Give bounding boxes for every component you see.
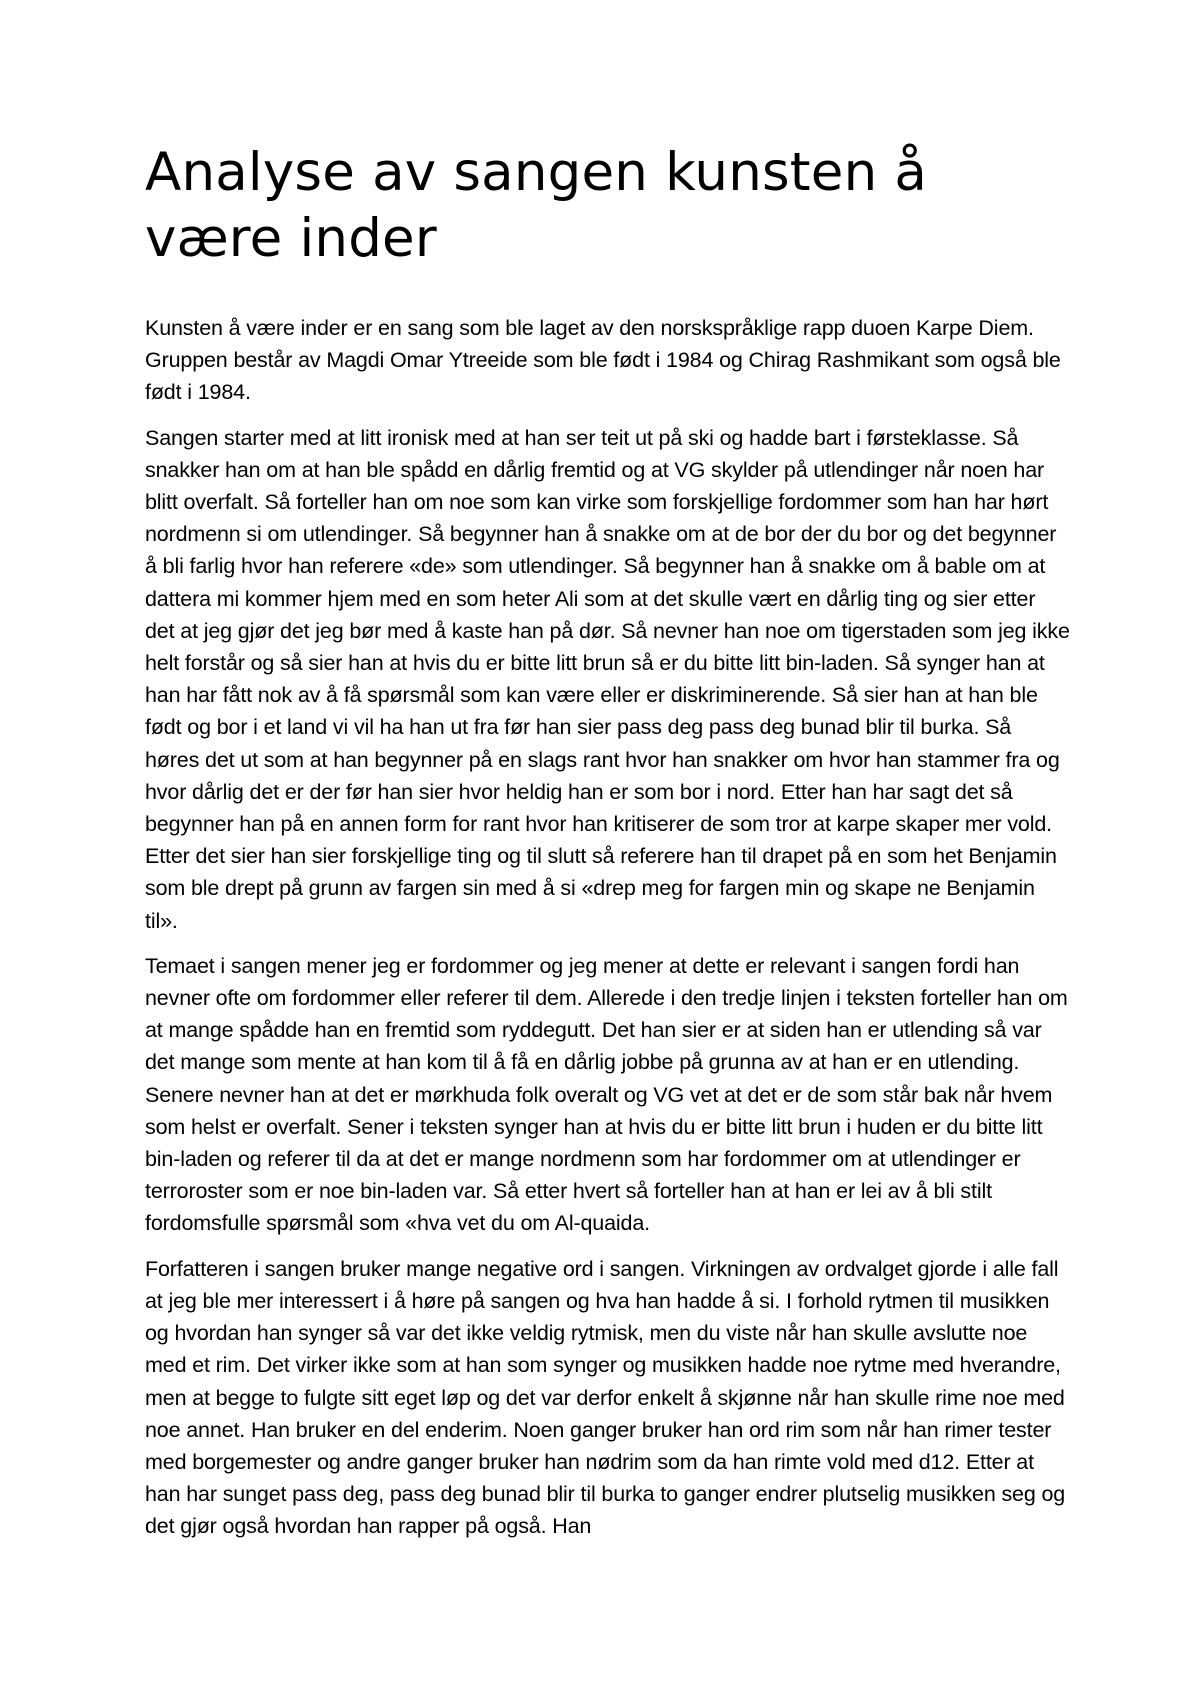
paragraph-summary: Sangen starter med at litt ironisk med at han ser teit ut på ski og hadde bart i førsteklasse. Så snakker han om at han ble spådd en dårlig fremtid og at VG skylder på utlendinger når noen har blitt overfalt. Så forteller han om noe som kan virke som forskjellige fordommer som han har hørt nordmenn si om utlendinger. Så begynner han å snakke om at de bor der du bor og det begynner å bli farlig hvor han referere «de» som utlendinger. Så begynner han å snakke om å bable om at dattera mi kommer hjem med en som heter Ali som at det skulle vært en dårlig ting og sier etter det at jeg gjør det jeg bør med å kaste han på dør. Så nevner han noe om tigerstaden som jeg ikke helt forstår og så sier han at hvis du er bitte litt brun så er du bitte litt bin-laden. Så synger han at han har fått nok av å få spørsmål som kan være eller er diskriminerende. Så sier han at han ble født og bor i et land vi vil ha han ut fra før han sier pass deg pass deg bunad blir til burka. Så høres det ut som at han begynner på en slags rant hvor han snakker om hvor han stammer fra og hvor dårlig det er der før han sier hvor heldig han er som bor i nord. Etter han har sagt det så begynner han på en annen form for rant hvor han kritiserer de som tror at karpe skaper mer vold. Etter det sier han sier forskjellige ting og til slutt så referere han til drapet på en som het Benjamin som ble drept på grunn av fargen sin med å si «drep meg for fargen min og skape ne Benjamin til». — [145, 425, 1070, 933]
document-title: Analyse av sangen kunsten å være inder — [145, 142, 928, 269]
paragraph-language: Forfatteren i sangen bruker mange negative ord i sangen. Virkningen av ordvalget gjorde i alle fall at jeg ble mer interessert i å høre på sangen og hva han hadde å si. I forhold rytmen til musikken og hvordan han synger så var det ikke veldig rytmisk, men du viste når han skulle avslutte noe med et rim. Det virker ikke som at han som synger og musikken hadde noe rytme med hverandre, men at begge to fulgte sitt eget løp og det var derfor enkelt å skjønne når han skulle rime noe med noe annet. Han bruker en del enderim. Noen ganger bruker han ord rim som når han rimer tester med borgemester og andre ganger bruker han nødrim som da han rimte vold med d12. Etter at han har sunget pass deg, pass deg bunad blir til burka to ganger endrer plutselig musikken seg og det gjør også hvordan han rapper på også. Han — [145, 1256, 1066, 1539]
document-body — [145, 140, 1070, 1556]
paragraph-theme: Temaet i sangen mener jeg er fordommer og jeg mener at dette er relevant i sangen fordi han nevner ofte om fordommer eller referer til dem. Allerede i den tredje linjen i teksten forteller han om at mange spådde han en fremtid som ryddegutt. Det han sier er at siden han er utlending så var det mange som mente at han kom til å få en dårlig jobbe på grunna av at han er en utlending. Senere nevner han at det er mørkhuda folk overalt og VG vet at det er de som står bak når hvem som helst er overfalt. Sener i teksten synger han at hvis du er bitte litt brun i huden er du bitte litt bin-laden og referer til da at det er mange nordmenn som har fordommer om at utlendinger er terroroster som er noe bin-laden var. Så etter hvert så forteller han at han er lei av å bli stilt fordomsfulle spørsmål som «hva vet du om Al-quaida. — [145, 953, 1068, 1236]
paragraph-intro: Kunsten å være inder er en sang som ble laget av den norskspråklige rapp duoen Karpe Diem. Gruppen består av Magdi Omar Ytreeide som ble født i 1984 og Chirag Rashmikant som også ble født i 1984. — [145, 316, 1061, 405]
